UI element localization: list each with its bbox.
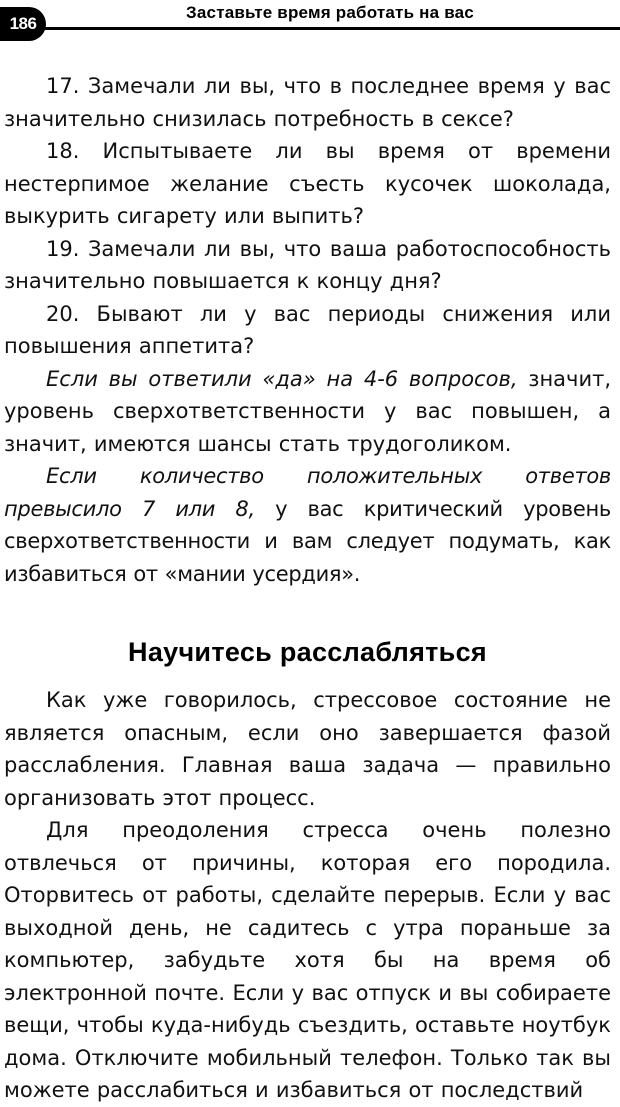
- result-1-text: значит, уровень сверхответственности у вас повышен, а значит, имеются шансы стать трудоголиком.: [4, 366, 612, 456]
- question-20: 20. Бывают ли у вас периоды снижения или повышения аппетита?: [4, 301, 611, 358]
- question-18: 18. Испытываете ли вы время от времени нестерпимое желание съесть кусочек шоколада, выкурить сигарету или выпить?: [4, 139, 611, 228]
- result-paragraph-2: [4, 460, 611, 590]
- page-body: [4, 70, 611, 1107]
- section-paragraph-2: Для преодоления стресса очень полезно отвлечься от причины, которая его породила. Оторвитесь от работы, сделайте перерыв. Если у вас выходной день, не садитесь с утра пораньше за компьютер, забудьте хотя бы на время об электронной почте. Если у вас отпуск и вы собираете вещи, чтобы куда-нибудь съездить, оставьте ноутбук дома. Отключите мобильный телефон. Только так вы можете расслабиться и избавиться от последствий: [4, 818, 611, 1102]
- running-title: Заставьте время работать на вас: [186, 3, 474, 22]
- page-header: [0, 0, 620, 46]
- section-paragraph-1: Как уже говорилось, стрессовое состояние не является опасным, если оно завершается фазой расслабления. Главная ваша задача — правильно организовать этот процесс.: [4, 688, 611, 810]
- result-paragraph-1: [4, 363, 611, 461]
- result-1-condition: Если вы ответили «да» на 4-6 вопросов,: [46, 366, 518, 391]
- header-rule: [30, 27, 620, 30]
- page-number: 186: [0, 7, 46, 41]
- question-19: 19. Замечали ли вы, что ваша работоспособность значительно повышается к концу дня?: [4, 236, 611, 293]
- result-2-condition: Если количество положительных ответов превысило 7 или 8,: [4, 464, 611, 521]
- question-17: 17. Замечали ли вы, что в последнее время у вас значительно снизилась потребность в сексе?: [4, 74, 611, 131]
- section-heading: Научитесь расслабляться: [128, 637, 487, 667]
- result-2-text: у вас критический уровень сверхответственности и вам следует подумать, как избавиться от «мании усердия».: [4, 496, 611, 586]
